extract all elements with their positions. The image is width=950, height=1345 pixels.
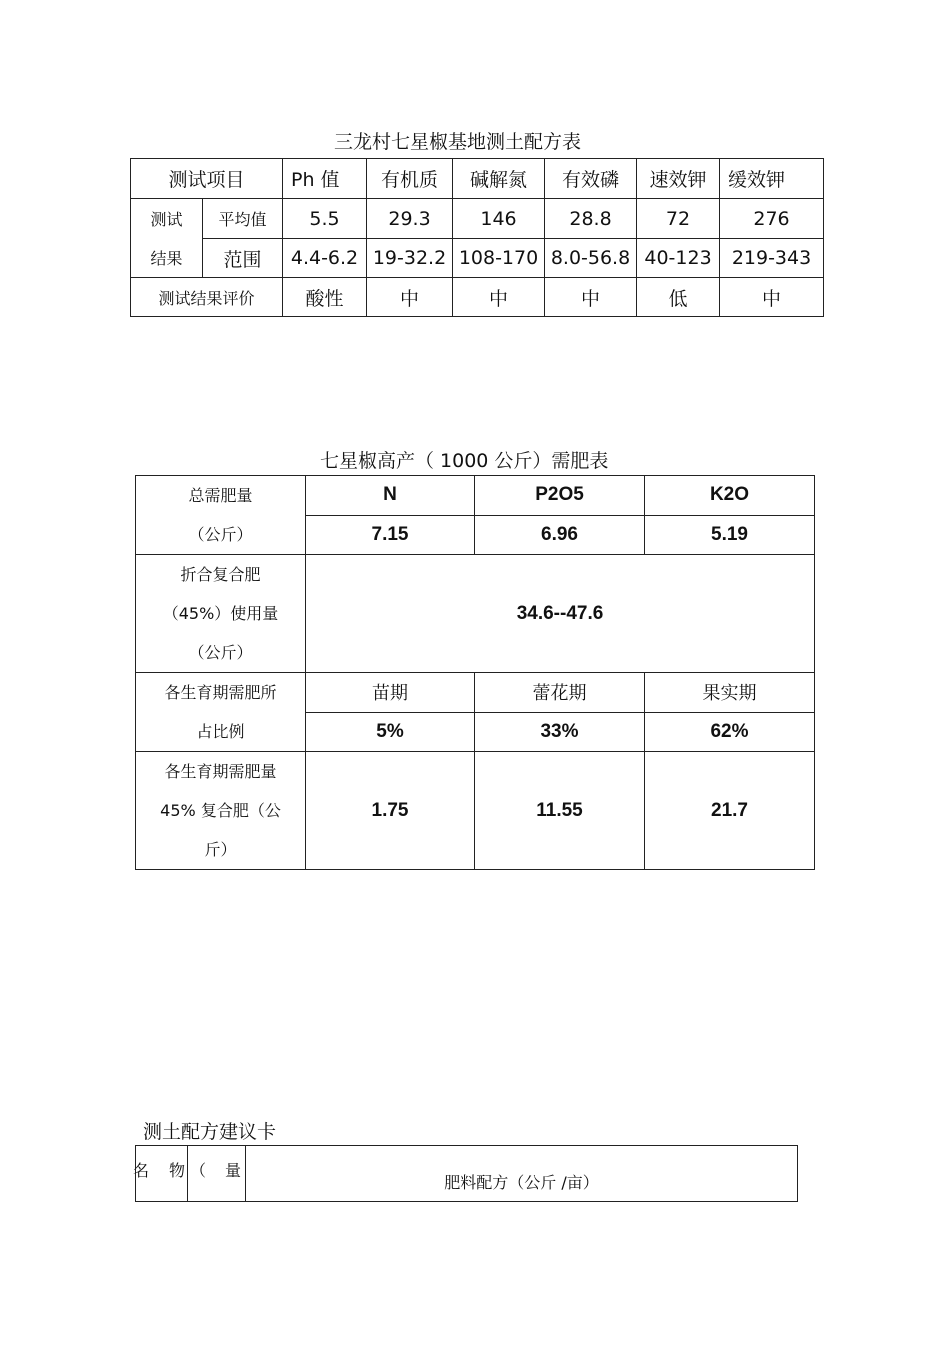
value-cell: 29.3	[367, 199, 453, 239]
compound-label-line: （公斤）	[188, 643, 253, 662]
table1-title: 三龙村七星椒基地测土配方表	[334, 131, 582, 153]
eval-cell: 中	[367, 278, 453, 317]
compound-label	[136, 555, 306, 673]
nutrient-value: 6.96	[475, 515, 645, 555]
stage-amount: 1.75	[306, 752, 475, 870]
nutrient-header: N	[306, 476, 475, 516]
table2-title: 七星椒高产（ 1000 公斤）需肥表	[320, 450, 609, 472]
stage-ratio: 62%	[645, 712, 815, 752]
suggestion-card-table	[135, 1145, 798, 1202]
col2-char: 量	[224, 1161, 241, 1180]
yield-cell	[188, 1146, 246, 1202]
compound-label-line: （45%）使用量	[162, 604, 279, 623]
header-cell: 测试项目	[131, 159, 283, 199]
value-cell: 5.5	[283, 199, 367, 239]
stage-amount: 11.55	[475, 752, 645, 870]
stage-amount-label-line: 45% 复合肥（公	[160, 801, 281, 820]
nutrient-value: 5.19	[645, 515, 815, 555]
table3-title: 测土配方建议卡	[143, 1121, 277, 1143]
nutrient-header-row	[136, 476, 815, 516]
col1-char: 物	[168, 1161, 185, 1180]
suggestion-header-row	[136, 1146, 798, 1202]
stage-header: 蕾花期	[475, 673, 645, 713]
stage-ratio: 33%	[475, 712, 645, 752]
eval-cell: 酸性	[283, 278, 367, 317]
value-cell: 276	[720, 199, 824, 239]
stage-amount-label-line: 各生育期需肥量	[164, 762, 277, 781]
eval-cell: 低	[637, 278, 720, 317]
nutrient-header: P2O5	[475, 476, 645, 516]
compound-value: 34.6--47.6	[306, 555, 815, 673]
fertilizer-formula-header: 肥料配方（公斤 /亩）	[246, 1146, 798, 1202]
stage-amount: 21.7	[645, 752, 815, 870]
header-row	[131, 159, 824, 199]
value-cell: 28.8	[545, 199, 637, 239]
header-cell: 碱解氮	[453, 159, 545, 199]
total-label-line: 总需肥量	[188, 486, 253, 505]
col1-char: 名	[133, 1161, 150, 1180]
avg-label: 平均值	[203, 199, 283, 239]
nutrient-value: 7.15	[306, 515, 475, 555]
col2-char: （	[190, 1161, 207, 1180]
header-cell: 有机质	[367, 159, 453, 199]
value-cell: 4.4-6.2	[283, 239, 367, 278]
header-cell: Ph 值	[283, 159, 367, 199]
stage-ratio-label	[136, 673, 306, 752]
stage-ratio-label-line: 各生育期需肥所	[164, 683, 277, 702]
compound-row	[136, 555, 815, 673]
name-crop-cell	[133, 1146, 188, 1202]
range-row	[131, 239, 824, 278]
eval-cell: 中	[545, 278, 637, 317]
eval-cell: 中	[720, 278, 824, 317]
compound-label-line: 折合复合肥	[180, 565, 261, 584]
range-label: 范围	[203, 239, 283, 278]
stage-header-row	[136, 673, 815, 713]
eval-label: 测试结果评价	[131, 278, 283, 317]
nutrient-header: K2O	[645, 476, 815, 516]
result-label-top: 测试	[131, 199, 203, 239]
fertilizer-requirement-table	[135, 475, 815, 870]
total-label	[136, 476, 306, 555]
value-cell: 146	[453, 199, 545, 239]
header-cell: 有效磷	[545, 159, 637, 199]
value-cell: 19-32.2	[367, 239, 453, 278]
eval-row	[131, 278, 824, 317]
value-cell: 219-343	[720, 239, 824, 278]
result-label-bottom: 结果	[131, 239, 203, 278]
header-cell: 缓效钾	[720, 159, 824, 199]
stage-header: 苗期	[306, 673, 475, 713]
soil-test-table	[130, 158, 824, 317]
stage-amount-row	[136, 752, 815, 870]
stage-ratio-label-line: 占比例	[196, 722, 245, 741]
stage-amount-label-line: 斤）	[204, 840, 237, 859]
eval-cell: 中	[453, 278, 545, 317]
stage-amount-label	[136, 752, 306, 870]
total-label-line: （公斤）	[188, 525, 253, 544]
stage-ratio: 5%	[306, 712, 475, 752]
value-cell: 40-123	[637, 239, 720, 278]
value-cell: 72	[637, 199, 720, 239]
header-cell: 速效钾	[637, 159, 720, 199]
stage-header: 果实期	[645, 673, 815, 713]
avg-row	[131, 199, 824, 239]
value-cell: 108-170	[453, 239, 545, 278]
value-cell: 8.0-56.8	[545, 239, 637, 278]
